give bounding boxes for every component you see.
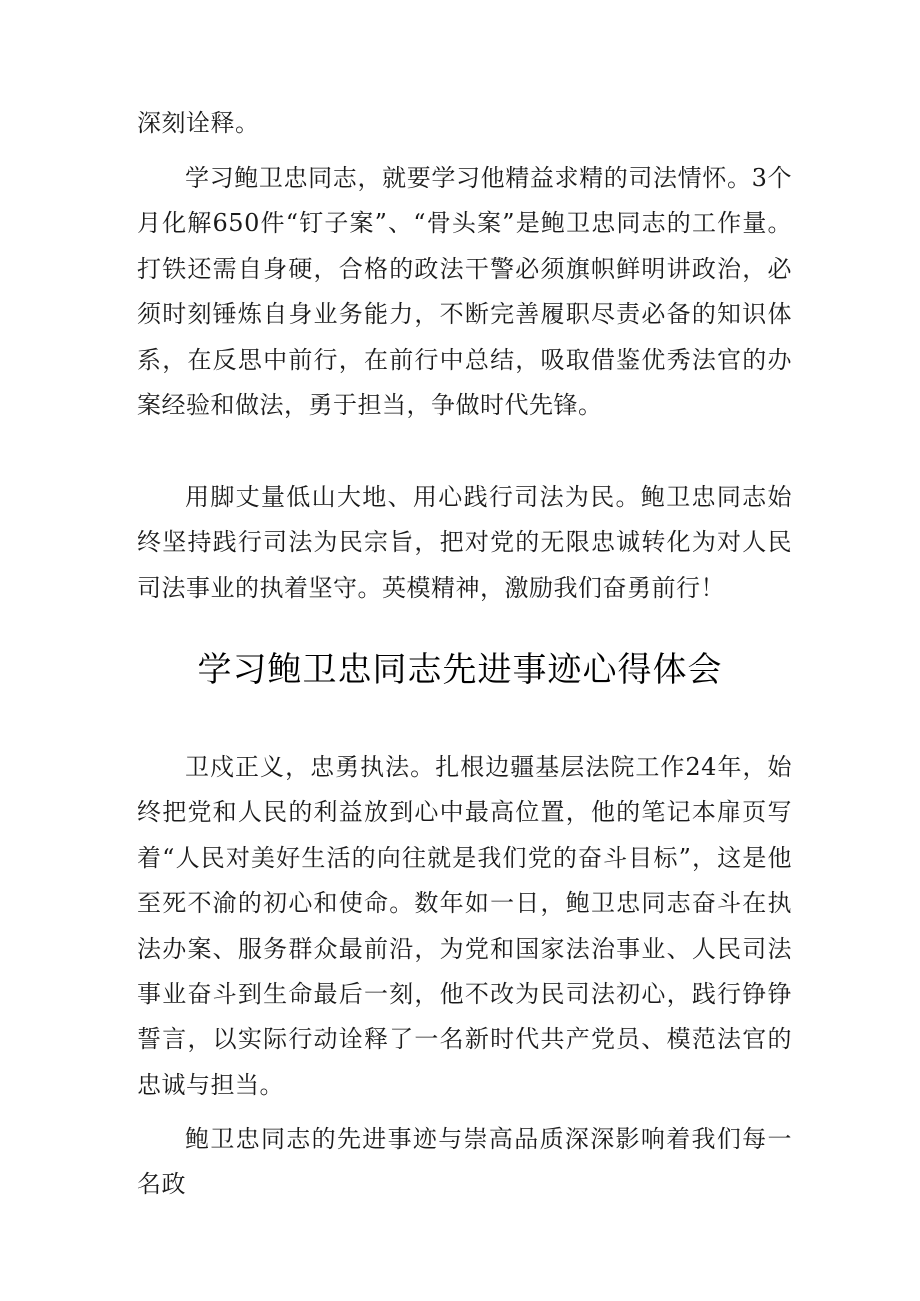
article-title: 学习鲍卫忠同志先进事迹心得体会 [197, 650, 723, 690]
paragraph-justice-loyalty: 卫戍正义，忠勇执法。扎根边疆基层法院工作24年，始终把党和人民的利益放到心中最高位置，他的笔记本扉页写着“人民对美好生活的向往就是我们党的奋斗目标”，这是他至死不渝的初心和使命。数年如一日，鲍卫忠同志奋斗在执法办案、服务群众最前沿，为党和国家法治事业、人民司法事业奋斗到生命最后一刻，他不改为民司法初心，践行铮铮誓言，以实际行动诠释了一名新时代共产党员、模范法官的忠诚与担当。 [137, 753, 792, 1099]
paragraph-continuation: 深刻诠释。 [137, 109, 260, 137]
paragraph-serve-people: 用脚丈量低山大地、用心践行司法为民。鲍卫忠同志始终坚持践行司法为民宗旨，把对党的无限忠诚转化为对人民司法事业的执着坚守。英模精神，激励我们奋勇前行！ [137, 483, 792, 602]
paragraph-judicial-sentiment: 学习鲍卫忠同志，就要学习他精益求精的司法情怀。3个月化解650件“钉子案”、“骨头案”是鲍卫忠同志的工作量。打铁还需自身硬，合格的政法干警必须旗帜鲜明讲政治，必须时刻锤炼自身业务能力，不断完善履职尽责必备的知识体系，在反思中前行，在前行中总结，吸取借鉴优秀法官的办案经验和做法，勇于担当，争做时代先锋。 [137, 164, 792, 420]
paragraph-influence: 鲍卫忠同志的先进事迹与崇高品质深深影响着我们每一名政 [137, 1125, 792, 1199]
